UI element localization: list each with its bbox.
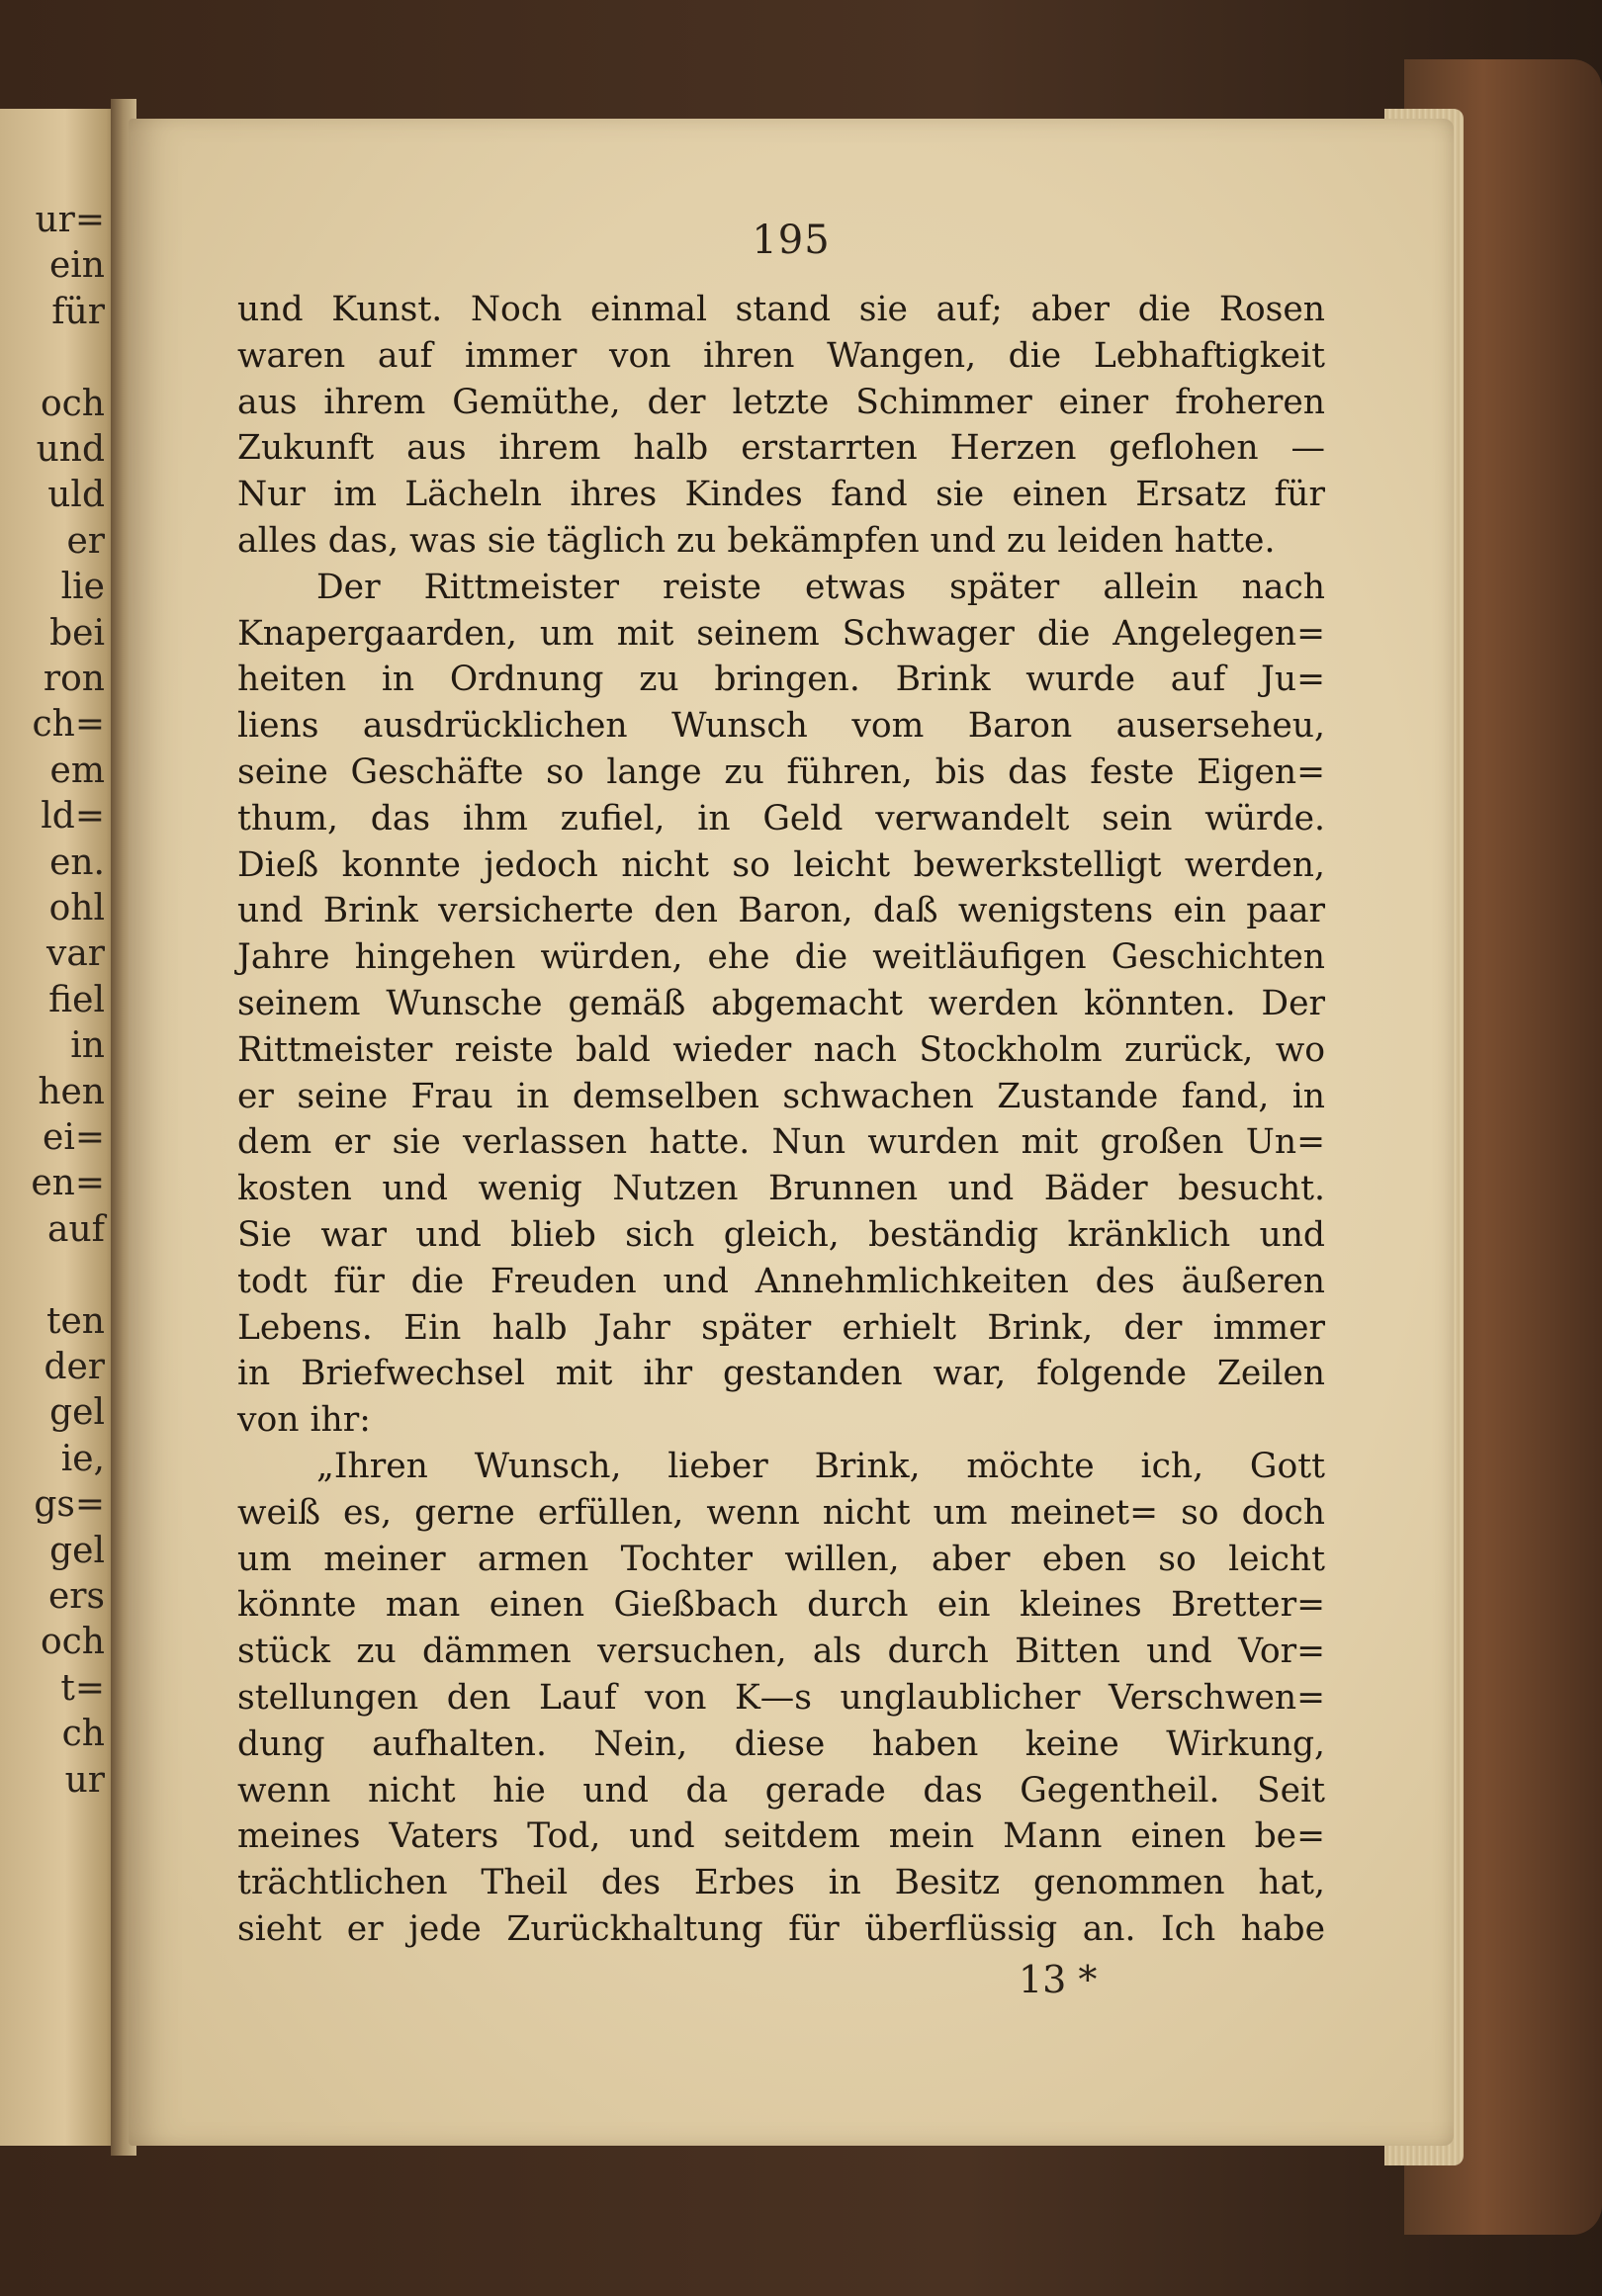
previous-page-fragment: och	[40, 383, 105, 424]
previous-page-fragment: ers	[48, 1576, 105, 1617]
previous-page-fragment: och	[40, 1622, 105, 1663]
text-line: Jahre hingehen würden, ehe die weitläufigen Geschichten	[237, 937, 1325, 978]
previous-page-fragment: uld	[47, 475, 105, 516]
text-line: seine Geschäfte so lange zu führen, bis das feste Eigen=	[237, 751, 1325, 792]
previous-page-fragment: lie	[60, 567, 105, 608]
previous-page-fragment: gel	[49, 1530, 105, 1571]
text-line: aus ihrem Gemüthe, der letzte Schimmer einer froheren	[237, 382, 1325, 422]
previous-page-fragment: ld=	[41, 796, 105, 838]
previous-page-fragment: ten	[46, 1300, 105, 1342]
previous-page-fragment: ch	[61, 1714, 105, 1755]
previous-page-fragment: en=	[31, 1163, 105, 1204]
text-line: von ihr:	[237, 1400, 371, 1441]
text-line: meines Vaters Tod, und seitdem mein Mann einen be=	[237, 1816, 1325, 1857]
previous-page-fragment: gs=	[34, 1484, 105, 1526]
text-line: alles das, was sie täglich zu bekämpfen und zu leiden hatte.	[237, 520, 1276, 561]
previous-page-fragment: ie,	[60, 1438, 105, 1479]
page-text	[237, 287, 1325, 1953]
previous-page-fragment: ein	[48, 245, 105, 287]
text-line: in Briefwechsel mit ihr gestanden war, folgende Zeilen	[237, 1354, 1325, 1394]
previous-page-fragment: er	[66, 520, 105, 562]
text-line: Zukunft aus ihrem halb erstarrten Herzen geflohen —	[237, 428, 1325, 469]
previous-page-fragment: fiel	[48, 979, 105, 1020]
previous-page-fragment: auf	[47, 1208, 105, 1250]
previous-page-fragment: ron	[43, 659, 105, 699]
previous-page-fragment: ohl	[48, 888, 105, 928]
text-line: thum, das ihm zufiel, in Geld verwandelt sein würde.	[237, 798, 1325, 839]
text-line: seinem Wunsche gemäß abgemacht werden könnten. Der	[237, 983, 1325, 1023]
previous-page-fragment: ch=	[32, 704, 105, 746]
text-line: Lebens. Ein halb Jahr später erhielt Brink, der immer	[237, 1307, 1325, 1348]
previous-page-fragment: für	[51, 291, 105, 332]
book-page	[129, 119, 1454, 2146]
text-line: und Kunst. Noch einmal stand sie auf; aber die Rosen	[237, 290, 1325, 329]
text-line: Knapergaarden, um mit seinem Schwager die Angelegen=	[237, 613, 1325, 654]
text-line: kosten und wenig Nutzen Brunnen und Bäder besucht.	[237, 1169, 1325, 1209]
previous-page-fragment: ur=	[35, 200, 105, 240]
text-line: todt für die Freuden und Annehmlichkeiten des äußeren	[237, 1261, 1325, 1301]
previous-page-fragment: in	[70, 1025, 105, 1067]
text-line: Rittmeister reiste bald wieder nach Stockholm zurück, wo	[237, 1029, 1325, 1070]
text-line: „Ihren Wunsch, lieber Brink, möchte ich, Gott	[316, 1446, 1325, 1486]
previous-page	[0, 109, 119, 2146]
text-line: dem er sie verlassen hatte. Nun wurden mit großen Un=	[237, 1122, 1325, 1163]
previous-page-fragment: bei	[49, 612, 105, 654]
text-line: er seine Frau in demselben schwachen Zustande fand, in	[237, 1076, 1325, 1116]
previous-page-fragment: ei=	[43, 1117, 105, 1158]
text-line: Dieß konnte jedoch nicht so leicht bewerkstelligt werden,	[237, 844, 1325, 885]
text-line: trächtlichen Theil des Erbes in Besitz genommen hat,	[237, 1863, 1325, 1903]
signature-mark: 13 *	[1019, 1958, 1098, 2001]
previous-page-fragment: em	[49, 750, 105, 791]
page-number: 195	[752, 218, 831, 263]
text-line: stellungen den Lauf von K—s unglaublicher Verschwen=	[237, 1677, 1325, 1718]
text-line: waren auf immer von ihren Wangen, die Lebhaftigkeit	[237, 335, 1325, 376]
previous-page-fragment: und	[36, 429, 105, 470]
previous-page-fragment: ur	[64, 1759, 105, 1801]
text-line: und Brink versicherte den Baron, daß wenigstens ein paar	[237, 891, 1325, 931]
text-line: Sie war und blieb sich gleich, beständig kränklich und	[237, 1214, 1325, 1255]
text-line: sieht er jede Zurückhaltung für überflüssig an. Ich habe	[237, 1908, 1325, 1949]
previous-page-fragment: hen	[38, 1071, 105, 1112]
text-line: liens ausdrücklichen Wunsch vom Baron auserseheu,	[237, 706, 1325, 747]
text-line: dung aufhalten. Nein, diese haben keine Wirkung,	[237, 1723, 1325, 1764]
text-line: Der Rittmeister reiste etwas später allein nach	[316, 567, 1325, 607]
text-line: um meiner armen Tochter willen, aber eben so leicht	[237, 1539, 1325, 1579]
previous-page-fragment: t=	[60, 1667, 105, 1709]
text-line: wenn nicht hie und da gerade das Gegentheil. Seit	[237, 1770, 1325, 1810]
text-line: weiß es, gerne erfüllen, wenn nicht um meinet= so doch	[237, 1492, 1325, 1533]
previous-page-fragment: gel	[49, 1392, 105, 1434]
previous-page-fragment: der	[44, 1347, 105, 1387]
text-line: Nur im Lächeln ihres Kindes fand sie einen Ersatz für	[237, 475, 1325, 515]
text-line: könnte man einen Gießbach durch ein kleines Bretter=	[237, 1585, 1325, 1626]
text-line: stück zu dämmen versuchen, als durch Bitten und Vor=	[237, 1632, 1325, 1672]
text-line: heiten in Ordnung zu bringen. Brink wurde auf Ju=	[237, 660, 1325, 700]
previous-page-fragment: var	[45, 933, 105, 975]
previous-page-fragment: en.	[49, 841, 105, 883]
